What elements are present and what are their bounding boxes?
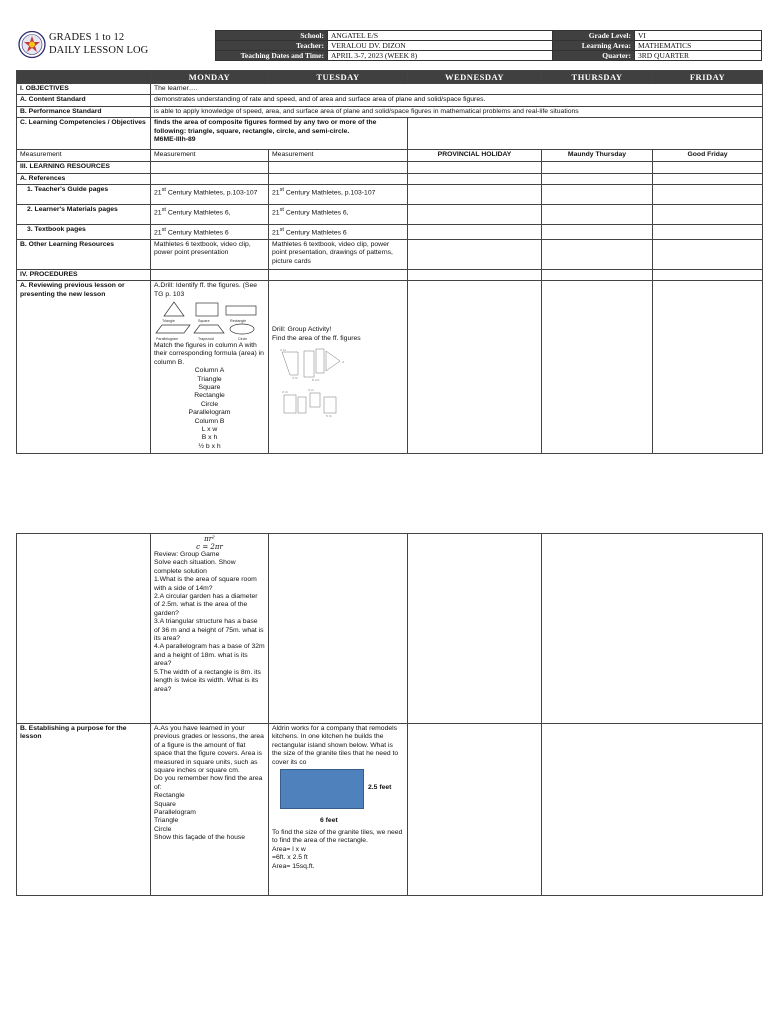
brand-line1: GRADES 1 to 12 (49, 32, 125, 43)
cell (542, 205, 653, 225)
cell (542, 724, 763, 896)
cell (542, 185, 653, 205)
svg-text:4 m: 4 m (280, 347, 286, 352)
column-b-item: L x w (201, 425, 218, 433)
shape-label-circle: Circle (238, 336, 248, 341)
the-learner: The learner…. (151, 84, 763, 95)
school-label: School: (216, 31, 328, 41)
other-mon: Mathletes 6 textbook, video clip, power point presentation (151, 239, 269, 269)
match-instructions: Match the figures in column A with their corresponding formula (area) in column B. (154, 341, 264, 366)
column-b-item: B x h (201, 434, 218, 442)
lm-pages-label: 2. Learner's Materials pages (17, 205, 151, 225)
cell (542, 281, 653, 454)
area-solution-text: To find the size of the granite tiles, we need to find the area of the rectangle. Area= l x w =6ft. x 2.5 ft Area= 15sq.ft. (272, 829, 403, 870)
column-a-item: Rectangle (194, 392, 225, 400)
cell (542, 269, 653, 280)
cell (653, 185, 763, 205)
cell (653, 161, 763, 173)
thu-holiday: Maundy Thursday (542, 150, 653, 161)
cell (653, 269, 763, 280)
shape-label-triangle: Triangle (162, 318, 175, 323)
tb-tue: 21st Century Mathletes 6 (269, 225, 408, 240)
school-value: ANGATEL E/S (328, 31, 553, 41)
cell (542, 239, 653, 269)
cell (17, 534, 151, 724)
shape-label-parallelogram: Parallelogram (156, 336, 179, 341)
procedures-heading: IV. PROCEDURES (17, 269, 151, 280)
brand (49, 31, 148, 57)
area-of-circle-formula: πr² (204, 535, 215, 543)
cell (542, 161, 653, 173)
objectives-heading: I. OBJECTIVES (17, 84, 151, 95)
aldrin-problem-text: Aldrin works for a company that remodels kitchens. In one kitchen he builds the rectangular island shown below. What is the size of the granite tiles that he need to cover its co (272, 725, 399, 766)
shape-label-rectangle: Rectangle (230, 318, 247, 323)
review-game-mon (151, 534, 269, 724)
cell (408, 205, 542, 225)
svg-text:3 m: 3 m (308, 387, 314, 392)
cell (408, 534, 542, 724)
brand-line2: DAILY LESSON LOG (49, 45, 149, 56)
tue-measurement: Measurement (269, 150, 408, 161)
grade-label: Grade Level: (553, 31, 635, 41)
quarter-label: Quarter: (553, 51, 635, 61)
other-resources-label: B. Other Learning Resources (17, 239, 151, 269)
lm-mon: 21st Century Mathletes 6, (151, 205, 269, 225)
teacher-value: VERALOU DV. DIZON (328, 41, 553, 51)
cell (269, 534, 408, 724)
svg-text:5 m: 5 m (326, 413, 332, 418)
cell (408, 173, 542, 184)
purpose-tue (269, 724, 408, 896)
drill-text: A.Drill: Identify ff. the figures. (See TG p. 103 (154, 282, 258, 298)
cell (653, 225, 763, 240)
textbook-pages-label: 3. Textbook pages (17, 225, 151, 240)
cell (542, 173, 653, 184)
references-label: A. References (17, 173, 151, 184)
performance-standard-text: is able to apply knowledge of speed, area, and surface area of plane and solid/space figures in mathematical problems and real-life situations (151, 106, 763, 117)
cell (542, 225, 653, 240)
svg-text:3 m: 3 m (292, 375, 298, 380)
cell (653, 239, 763, 269)
review-group-game-text: Review: Group Game Solve each situation. Show complete solution 1.What is the area of square room with a side of 14m? 2.A circular garden has a diameter of 2.5m. what is the area of the garden? 3.A triangular structure has a base of 36 m and a height of 75m. what is its area? 4.A parallelogram has a base of 32m and a height of 18m. what is its area? 5.The width of a rectangle is 8m. its length is twice its width. What is its area? (154, 551, 265, 693)
header (16, 30, 762, 61)
competencies-cell (151, 118, 408, 150)
cell (653, 173, 763, 184)
shape-labels-row2 (154, 337, 265, 342)
info-table (215, 30, 762, 61)
cell (408, 269, 542, 280)
circumference-formula: c = 2πr (196, 543, 223, 551)
kitchen-island-figure (272, 769, 404, 829)
svg-text:2 m: 2 m (282, 389, 288, 394)
shape-label-square: Square (198, 318, 210, 323)
lesson-log-table-page2 (16, 533, 763, 896)
fri-holiday: Good Friday (653, 150, 763, 161)
day-wednesday: WEDNESDAY (408, 71, 542, 84)
column-b-title: Column B (194, 417, 225, 425)
cell (408, 281, 542, 454)
day-thursday: THURSDAY (542, 71, 653, 84)
competencies-label: C. Learning Competencies / Objectives (17, 118, 151, 150)
composite-figures-drawing (272, 347, 362, 421)
tg-tue: 21st Century Mathletes, p.103-107 (269, 185, 408, 205)
column-a-item: Parallelogram (188, 409, 231, 417)
resources-heading: III. LEARNING RESOURCES (17, 161, 151, 173)
day-friday: FRIDAY (653, 71, 763, 84)
cell (542, 534, 763, 724)
tg-mon: 21st Century Mathletes, p.103-107 (151, 185, 269, 205)
content-standard-label: A. Content Standard (17, 95, 151, 106)
cell (269, 161, 408, 173)
dates-value: APRIL 3-7, 2023 (WEEK 8) (328, 51, 553, 61)
cell (269, 173, 408, 184)
quarter-value: 3RD QUARTER (635, 51, 762, 61)
column-a-item: Triangle (197, 375, 222, 383)
column-b-item: ½ b x h (198, 442, 221, 450)
svg-text:4: 4 (342, 359, 344, 364)
dates-label: Teaching Dates and Time: (216, 51, 328, 61)
lm-tue: 21st Century Mathletes 6, (269, 205, 408, 225)
shape-figures (154, 301, 265, 337)
area-value: MATHEMATICS (635, 41, 762, 51)
cell (151, 161, 269, 173)
cell (653, 281, 763, 454)
cell (408, 724, 542, 896)
column-a-item: Circle (200, 400, 219, 408)
cell (151, 269, 269, 280)
review-mon (151, 281, 269, 454)
lesson-log-table-page1 (16, 70, 763, 454)
cell (269, 269, 408, 280)
other-tue: Mathletes 6 textbook, video clip, power point presentation, drawings of patterns, picture cards (269, 239, 408, 269)
svg-text:6 cm: 6 cm (312, 377, 320, 382)
shape-label-trapezoid: Trapezoid (198, 336, 214, 341)
performance-standard-label: B. Performance Standard (17, 106, 151, 117)
cell (408, 239, 542, 269)
establishing-purpose-label: B. Establishing a purpose for the lesson (17, 724, 151, 896)
day-tuesday: TUESDAY (269, 71, 408, 84)
deped-seal-icon (18, 30, 46, 59)
cell (408, 185, 542, 205)
content-standard-text: demonstrates understanding of rate and speed, and of area and surface area of plane and solid/space figures. (151, 95, 763, 106)
corner-cell (17, 71, 151, 84)
rect-width-label: 6 feet (320, 817, 338, 825)
competencies-empty (408, 118, 763, 150)
tg-pages-label: 1. Teacher's Guide pages (17, 185, 151, 205)
purpose-mon: A.As you have learned in your previous grades or lessons, the area of a figure is the amount of flat space that the figure covers. Area is measured in square units, such as square inches or square cm. Do you remember how find the area of: Rectangle Square Parallelogram Triangle Circle Show this façade of the house (151, 724, 269, 896)
mon-measurement: Measurement (151, 150, 269, 161)
cell (408, 225, 542, 240)
column-a-item: Square (198, 383, 221, 391)
teacher-label: Teacher: (216, 41, 328, 51)
measurement-label: Measurement (17, 150, 151, 161)
grade-value: VI (635, 31, 762, 41)
kitchen-island-rectangle (280, 769, 364, 809)
competency-text: finds the area of composite figures formed by any two or more of the following: triangle, square, rectangle, circle, and semi-circle. (154, 119, 377, 135)
group-activity-text: Drill: Group Activity! Find the area of the ff. figures (272, 326, 361, 342)
reviewing-lesson-label: A. Reviewing previous lesson or presenting the new lesson (17, 281, 151, 454)
cell (151, 173, 269, 184)
rect-height-label: 2.5 feet (368, 784, 392, 792)
column-a-title: Column A (194, 367, 225, 375)
cell (653, 205, 763, 225)
day-monday: MONDAY (151, 71, 269, 84)
area-label: Learning Area: (553, 41, 635, 51)
tb-mon: 21st Century Mathletes 6 (151, 225, 269, 240)
competency-code: M6ME-IIIh-89 (154, 136, 196, 144)
wed-holiday: PROVINCIAL HOLIDAY (408, 150, 542, 161)
review-tue (269, 281, 408, 454)
cell (408, 161, 542, 173)
